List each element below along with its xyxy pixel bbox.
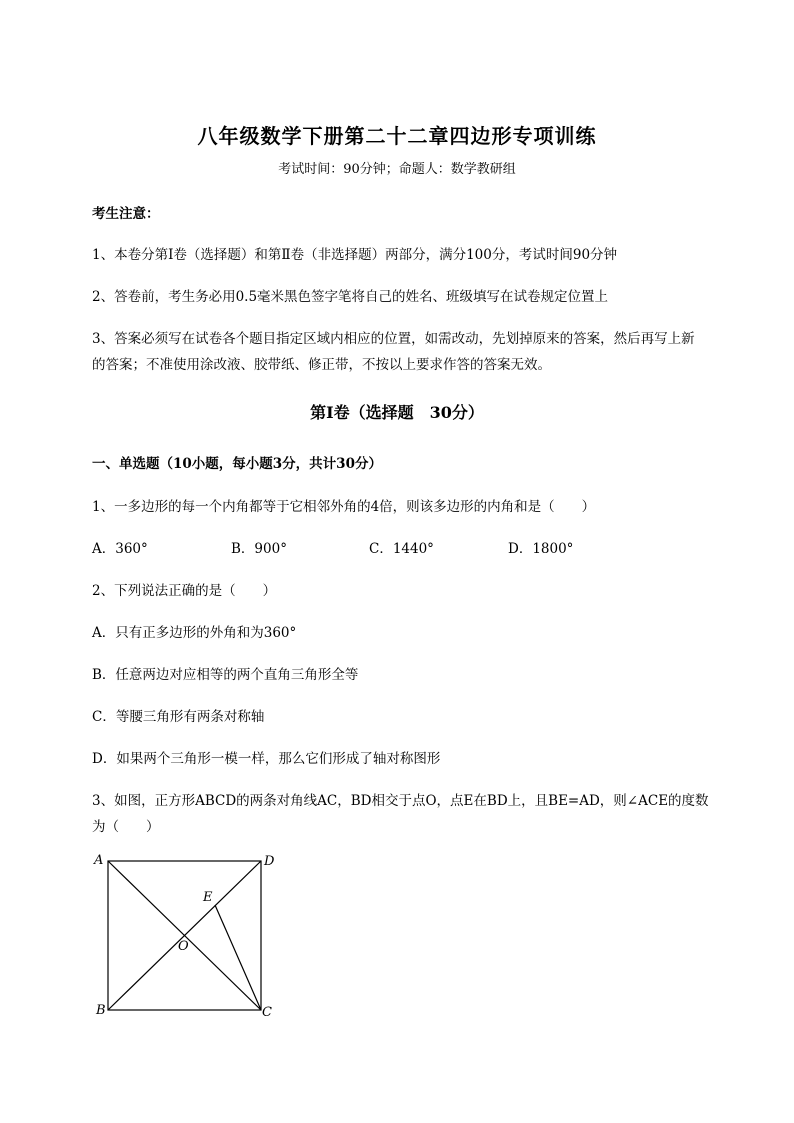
page-title: 八年级数学下册第二十二章四边形专项训练: [197, 124, 597, 148]
note-item: 3、答案必须写在试卷各个题目指定区域内相应的位置，如需改动，先划掉原来的答案，然后再写上新: [92, 331, 695, 347]
question-stem: 1、一多边形的每一个内角都等于它相邻外角的4倍，则该多边形的内角和是（ ）: [92, 499, 596, 515]
option-b[interactable]: B．900°: [231, 541, 287, 557]
label-o: O: [178, 939, 189, 954]
option-b[interactable]: B．任意两边对应相等的两个直角三角形全等: [92, 667, 359, 683]
option-c[interactable]: C．1440°: [369, 541, 434, 557]
segment-ce: [215, 905, 261, 1010]
part-heading: 一、单选题（10小题，每小题3分，共计30分）: [92, 456, 382, 472]
square-diagram: [90, 848, 290, 1032]
note-item: 2、答卷前，考生务必用0.5毫米黑色签字笔将自己的姓名、班级填写在试卷规定位置上: [92, 289, 609, 305]
label-e: E: [203, 890, 213, 905]
label-c: C: [262, 1005, 272, 1020]
question-stem-continued: 为（ ）: [92, 819, 160, 835]
label-a: A: [94, 853, 104, 868]
label-b: B: [96, 1003, 106, 1018]
question-stem: 3、如图，正方形ABCD的两条对角线AC，BD相交于点O，点E在BD上，且BE=AD，则∠ACE的度数: [92, 793, 709, 809]
label-d: D: [264, 854, 275, 869]
option-a[interactable]: A．360°: [92, 541, 148, 557]
question-stem: 2、下列说法正确的是（ ）: [92, 583, 277, 599]
option-c[interactable]: C．等腰三角形有两条对称轴: [92, 709, 265, 725]
note-item: 1、本卷分第Ⅰ卷（选择题）和第Ⅱ卷（非选择题）两部分，满分100分，考试时间90分钟: [92, 247, 618, 263]
square-diagram-svg: [90, 848, 290, 1028]
option-a[interactable]: A．只有正多边形的外角和为360°: [92, 625, 297, 641]
section-title: 第Ⅰ卷（选择题 30分）: [310, 403, 484, 422]
option-d[interactable]: D．1800°: [508, 541, 574, 557]
note-item-continued: 的答案；不准使用涂改液、胶带纸、修正带，不按以上要求作答的答案无效。: [92, 357, 551, 373]
option-d[interactable]: D．如果两个三角形一模一样，那么它们形成了轴对称图形: [92, 751, 441, 767]
exam-info: 考试时间：90分钟；命题人：数学教研组: [278, 162, 516, 177]
notes-heading: 考生注意：: [92, 206, 160, 222]
